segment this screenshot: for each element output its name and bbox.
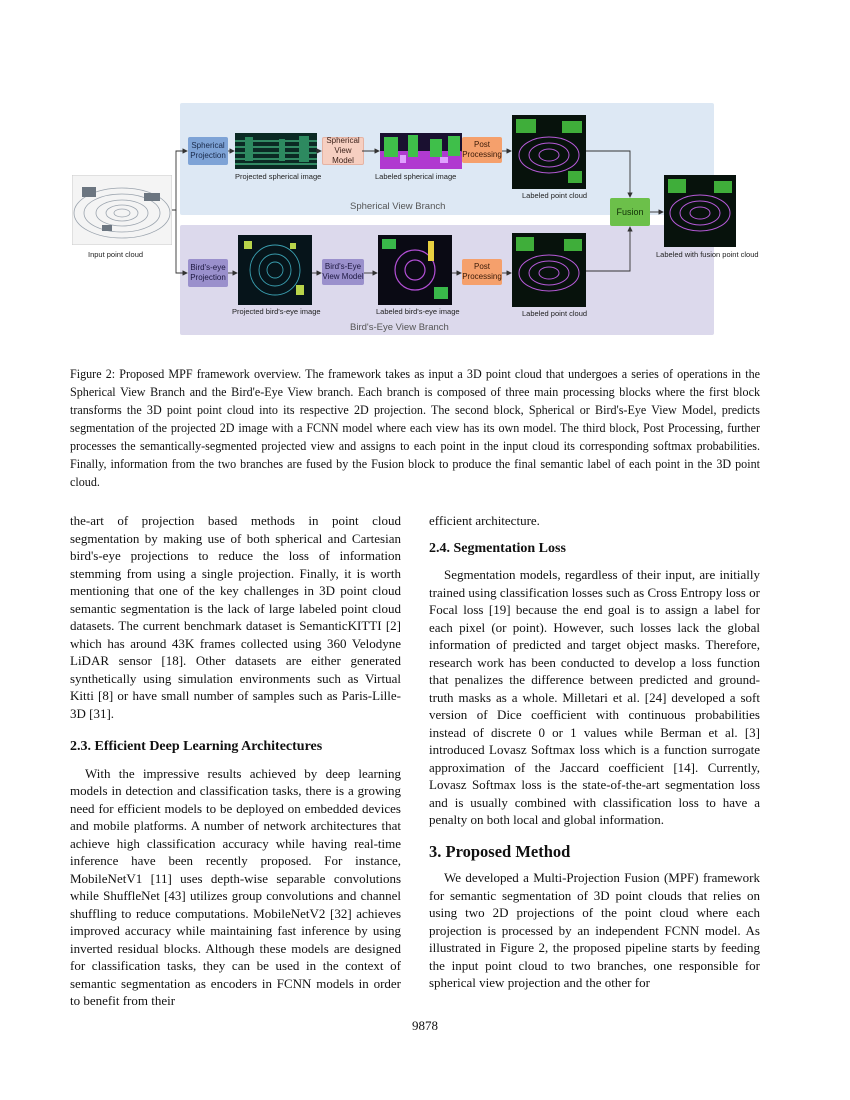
bev-model-box: Bird's-Eye View Model [322,259,364,285]
bev-labeled-point-cloud-image [512,233,586,307]
right-paragraph-2: We developed a Multi-Projection Fusion (MPF) framework for semantic segmentation of 3D point clouds that relies on using two 2D projections of the point cloud where each projection is processed by an independent FCNN model. As illustrated in Figure 2, the proposed pipeline starts by feeding the input point cloud to two branches, one responsible for spherical view projection and the other for [429,870,760,990]
fusion-caption: Labeled with fusion point cloud [656,250,759,259]
left-paragraph-2: With the impressive results achieved by deep learning models in detection and classification tasks, there is a growing need for efficient models to be deployed on embedded devices and mobile platforms. A number of network architectures that achieve high classification accuracy while having real-time inference have been recently proposed. For instance, MobileNetV1 [11] uses depth-wise separable convolutions while ShuffleNet [43] utilizes group convolutions and channel shuffling to reduce computations. MobileNetV2 [32] achieves improved accuracy while maintaining fast inference by using inverted residual blocks. Although these models are designed for classification tasks, they can be used in the context of semantic segmentation as encoders in FCNN models in order to benefit from their [70,765,401,1008]
figure-caption: Figure 2: Proposed MPF framework overview. The framework takes as input a 3D point cloud that undergoes a series of operations in the Spherical View Branch and the Bird'e-Eye View branch. Each branch is composed of three main processing blocks where the first block transforms the 3D point point cloud into its respective 2D projection. The second block, Spherical or Bird's-Eye View Model, predicts segmentation of the projected 2D image with a FCNN model where each view has its own model. The third block, Post Processing, further processes the semantically-segmented projected view and assigns to each point in the input cloud its corresponding softmax probabilities. Finally, information from the two branches are fused by the Fusion block to produce the final semantic label of each point in the 3D point cloud. [70,367,760,489]
bev-output-caption: Labeled point cloud [522,309,588,318]
right-paragraph-1: Segmentation models, regardless of their input, are initially trained using classification losses such as Cross Entropy loss or Focal loss [19] because the end goal is to assign a label for each pixel (or point). However, such losses lack the global information of predicted and target object masks. Therefore, research work has been conducted to develop a loss function that penalizes the difference between predicted and ground-truth masks as a whole. Milletari et al. [24] developed a soft version of Dice coefficient with continuous probabilities instead of discrete 0 or 1 values while Berman et al. [3] introduced Lovasz Softmax loss which is a function surrogate approximation of the Jaccard coefficient [14]. Currently, Lovasz Softmax loss is the state-of-the-art segmentation loss and is usually combined with classification loss to have a penalty on both local and global information. [429,567,760,827]
left-column [70,512,401,1010]
spherical-labeled-point-cloud-image [512,115,586,189]
input-point-cloud-image [72,175,172,245]
projected-bev-image [238,235,312,305]
input-caption: Input point cloud [88,250,144,259]
labeled-bev-image [378,235,452,305]
spherical-post-processing-box: Post Processing [462,137,502,163]
left-paragraph-1: the-art of projection based methods in point cloud segmentation by making use of both spherical and Cartesian bird's-eye projections to reduce the loss of information stemming from using a single projection. Finally, it is worth mentioning that one of the key challenges in 3D point cloud semantic segmentation is the lack of large labeled point cloud datasets. The current benchmark dataset is SemanticKITTI [2] which has around 43K frames collected using 360 Velodyne LiDAR sensor [18]. Other datasets are either generated synthetically using simulation environments such as Virtual Kitti [8] or have small number of samples such as Paris-Lille-3D [31]. [70,513,401,721]
bev-post-processing-box: Post Processing [462,259,502,285]
spherical-projection-box: Spherical Projection [188,137,228,165]
bev-projection-box: Bird's-eye Projection [188,259,228,287]
section-2-3-heading: 2.3. Efficient Deep Learning Architectures [70,739,323,754]
fusion-box: Fusion [610,198,650,226]
projected-bev-caption: Projected bird's-eye image [232,307,321,316]
projected-spherical-image [235,133,317,169]
right-paragraph-0: efficient architecture. [429,513,540,528]
spherical-branch-title: Spherical View Branch [350,201,446,212]
labeled-spherical-caption: Labeled spherical image [375,172,457,181]
spherical-model-box: Spherical View Model [322,137,364,165]
section-2-4-heading: 2.4. Segmentation Loss [429,540,566,556]
section-3-heading: 3. Proposed Method [429,841,571,861]
right-column [429,512,760,992]
framework-figure [60,95,790,345]
page-number: 9878 [412,1018,438,1033]
bev-branch-title: Bird's-Eye View Branch [350,322,449,333]
projected-spherical-caption: Projected spherical image [235,172,322,181]
labeled-spherical-image [380,133,462,169]
labeled-bev-caption: Labeled bird's-eye image [376,307,460,316]
fusion-point-cloud-image [664,175,736,247]
spherical-output-caption: Labeled point cloud [522,191,588,200]
